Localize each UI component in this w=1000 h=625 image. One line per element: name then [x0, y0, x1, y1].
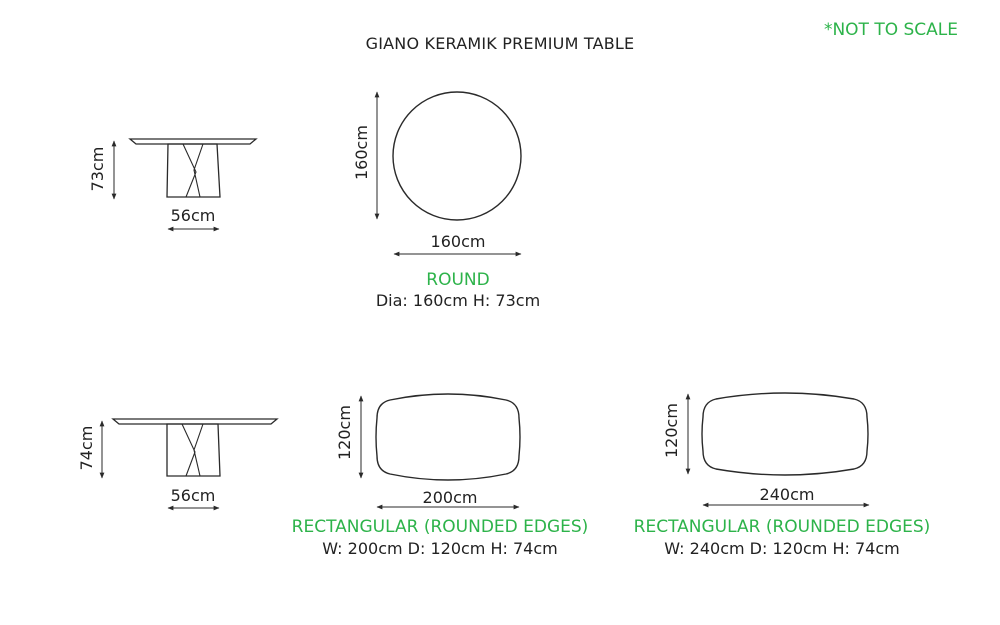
round-side-height-label: 73cm	[88, 146, 107, 192]
round-side-base	[167, 144, 220, 197]
rect200-table-spec: W: 200cm D: 120cm H: 74cm	[322, 539, 558, 558]
round-top-width-label: 160cm	[430, 232, 486, 251]
round-side-width-label: 56cm	[170, 206, 216, 225]
round-tabletop-outline	[393, 92, 521, 220]
rect200-height-label: 120cm	[335, 405, 354, 460]
rect240-tabletop-outline	[702, 393, 868, 475]
rect200-width-label: 200cm	[422, 488, 478, 507]
rect-side-tabletop	[113, 419, 277, 424]
page-title: GIANO KERAMIK PREMIUM TABLE	[365, 34, 635, 53]
rect-side-width-label: 56cm	[170, 486, 216, 505]
round-table-spec: Dia: 160cm H: 73cm	[375, 291, 541, 310]
not-to-scale-note: *NOT TO SCALE	[823, 20, 958, 40]
round-top-height-label: 160cm	[352, 125, 371, 180]
rect-side-height-label: 74cm	[77, 425, 96, 471]
rect240-height-label: 120cm	[662, 403, 681, 458]
round-table-name: ROUND	[426, 270, 490, 290]
round-top-view	[377, 92, 521, 254]
rect240-width-label: 240cm	[759, 485, 815, 504]
round-side-tabletop	[130, 139, 256, 144]
rect200-table-name: RECTANGULAR (ROUNDED EDGES)	[291, 517, 589, 537]
rect240-table-name: RECTANGULAR (ROUNDED EDGES)	[633, 517, 931, 537]
round-side-base-detail	[183, 144, 203, 197]
rect-side-base-detail	[182, 424, 203, 476]
rect200-tabletop-outline	[376, 394, 520, 480]
rect240-table-spec: W: 240cm D: 120cm H: 74cm	[664, 539, 900, 558]
